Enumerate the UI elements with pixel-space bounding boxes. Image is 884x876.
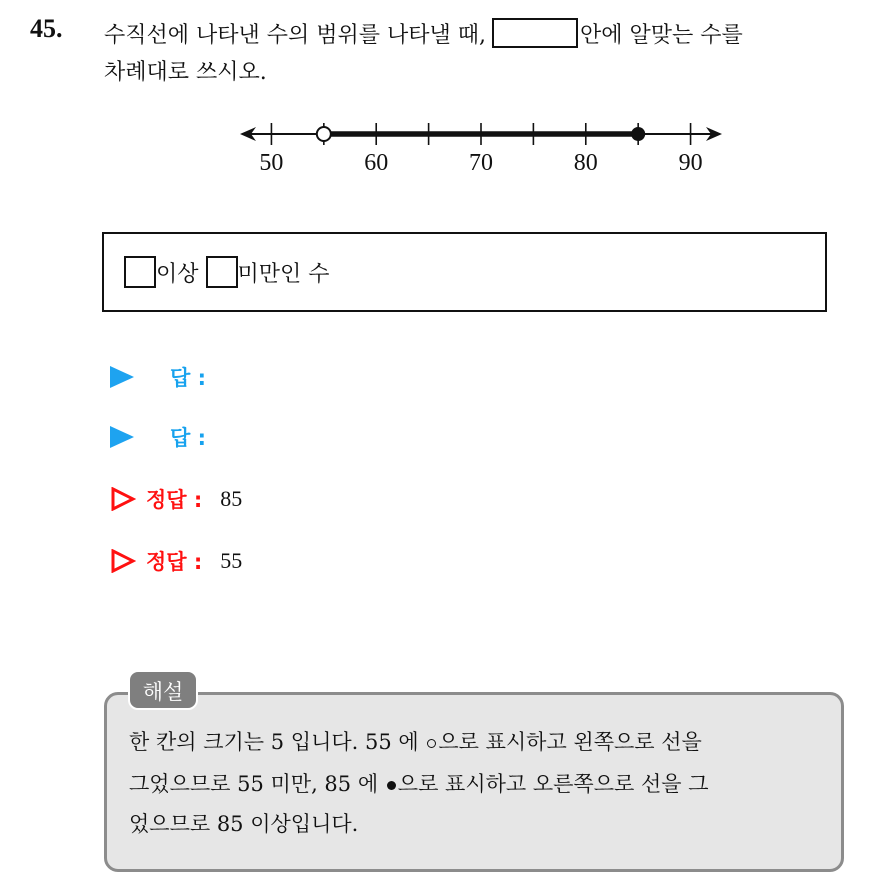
outline-triangle-icon bbox=[110, 487, 136, 511]
answer-row-2 bbox=[110, 422, 206, 452]
open-circle-icon bbox=[427, 739, 436, 748]
answer-row-1 bbox=[110, 362, 206, 392]
closed-point bbox=[631, 127, 645, 141]
text-lt: 미만인 수 bbox=[237, 262, 330, 287]
solution-value: 55 bbox=[220, 548, 243, 573]
answer-label: 답 : bbox=[170, 426, 206, 450]
number-line-label: 70 bbox=[469, 150, 493, 176]
solution-row-1 bbox=[110, 484, 242, 514]
blank-box-lower bbox=[124, 256, 156, 288]
filled-circle-icon bbox=[387, 781, 396, 790]
question-text-line2: 차례대로 쓰시오. bbox=[104, 60, 267, 85]
question-text-line1 bbox=[104, 18, 743, 51]
explanation-line1 bbox=[129, 727, 702, 757]
explanation-l2-b: 으로 표시하고 오른쪽으로 선을 그 bbox=[397, 772, 709, 796]
explanation-l2-a: 그었으므로 55 미만, 85 에 bbox=[129, 772, 379, 796]
solution-label: 정답 : bbox=[146, 488, 203, 512]
question-text-part1: 수직선에 나타낸 수의 범위를 나타낼 때, bbox=[104, 23, 486, 48]
explanation-l1-b: 으로 표시하고 왼쪽으로 선을 bbox=[438, 730, 702, 754]
answer-template-content bbox=[124, 256, 330, 288]
explanation-line3: 었으므로 85 이상입니다. bbox=[129, 812, 359, 836]
number-line-label: 90 bbox=[678, 150, 703, 176]
number-line bbox=[230, 110, 730, 190]
question-blank-box bbox=[492, 18, 578, 48]
question-number: 45. bbox=[30, 14, 63, 43]
play-triangle-icon bbox=[110, 366, 134, 388]
answer-template-frame bbox=[102, 232, 827, 312]
solution-row-2 bbox=[110, 546, 242, 576]
number-line-label: 60 bbox=[364, 150, 389, 176]
text-ge: 이상 bbox=[156, 262, 199, 287]
explanation-line2 bbox=[129, 769, 709, 799]
outline-triangle-icon bbox=[110, 549, 136, 573]
number-line-label: 50 bbox=[259, 150, 284, 176]
explanation-tag: 해설 bbox=[128, 670, 198, 710]
blank-box-upper bbox=[206, 256, 238, 288]
solution-value: 85 bbox=[220, 486, 243, 511]
explanation-box bbox=[104, 692, 844, 872]
open-point bbox=[317, 127, 331, 141]
solution-label: 정답 : bbox=[146, 550, 203, 574]
explanation-l1-a: 한 칸의 크기는 5 입니다. 55 에 bbox=[129, 730, 419, 754]
question-text-part2: 안에 알맞는 수를 bbox=[580, 23, 743, 48]
answer-label: 답 : bbox=[170, 366, 206, 390]
number-line-label: 80 bbox=[573, 150, 598, 176]
play-triangle-icon bbox=[110, 426, 134, 448]
